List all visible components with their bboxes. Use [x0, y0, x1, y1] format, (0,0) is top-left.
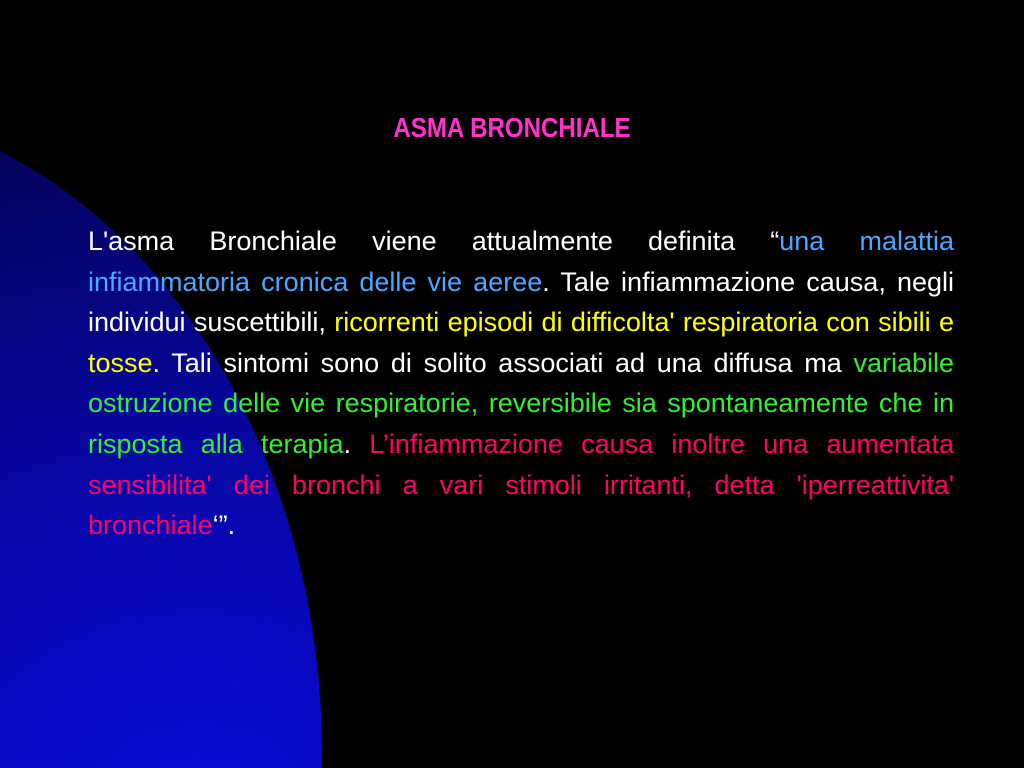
- body-text-infiammazione: . Tale infiammazione causa, negli individui suscettibili,: [88, 266, 954, 338]
- slide-body-text: [88, 221, 954, 546]
- body-text-closing: ‘”.: [212, 510, 236, 541]
- body-text-period: .: [343, 428, 370, 459]
- body-text-obstruction: variabile ostruzione delle vie respiratorie, reversibile sia spontaneamente che in risposta alla terapia: [88, 347, 954, 459]
- body-text-episodes: ricorrenti episodi di difficolta' respiratoria con sibili e tosse: [88, 307, 954, 378]
- body-text-intro: L'asma Bronchiale viene attualmente definita “: [88, 226, 780, 256]
- body-text-hyperreactivity: L’infiammazione causa inoltre una aumentata sensibilita' dei bronchi a vari stimoli irritanti, detta 'iperreattivita' bronchiale: [88, 428, 954, 541]
- body-text-sintomi: . Tali sintomi sono di solito associati ad una diffusa ma: [152, 347, 854, 378]
- body-text-definition: una malattia infiammatoria cronica delle vie aeree: [88, 226, 954, 297]
- slide-title: ASMA BRONCHIALE: [393, 112, 631, 143]
